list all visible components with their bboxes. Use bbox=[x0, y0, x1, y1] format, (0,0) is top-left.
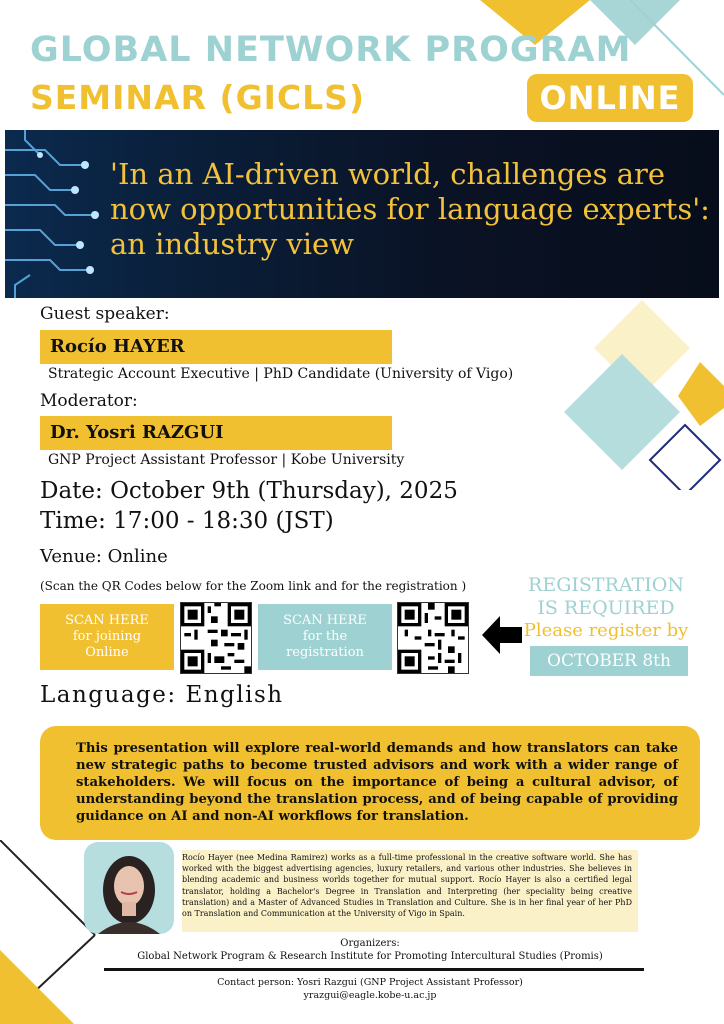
registration-qr-code[interactable] bbox=[397, 602, 469, 674]
contact-person: Contact person: Yosri Razgui (GNP Project Assistant Professor) bbox=[217, 977, 523, 988]
scan-join-line1: SCAN HERE bbox=[65, 613, 149, 628]
organizers-label: Organizers: bbox=[340, 938, 400, 949]
event-time: Time: 17:00 - 18:30 (JST) bbox=[40, 508, 334, 534]
seminar-title: SEMINAR (GICLS) bbox=[30, 78, 366, 117]
guest-speaker-affiliation: Strategic Account Executive | PhD Candidate (University of Vigo) bbox=[48, 366, 514, 382]
register-by-label: Please register by bbox=[523, 620, 689, 641]
join-qr-code[interactable] bbox=[180, 602, 252, 674]
speaker-portrait-icon bbox=[84, 842, 174, 934]
circuit-graphic bbox=[5, 130, 115, 298]
organizers-names: Global Network Program & Research Institute for Promoting Intercultural Studies (Promis) bbox=[137, 951, 603, 962]
guest-speaker-name: Rocío HAYER bbox=[40, 330, 392, 364]
program-title: GLOBAL NETWORK PROGRAM bbox=[30, 30, 632, 70]
seminar-topic: 'In an AI-driven world, challenges are now opportunities for language experts': an industry view bbox=[110, 157, 710, 261]
language-info: Language: English bbox=[40, 682, 284, 708]
speaker-photo bbox=[84, 842, 174, 934]
moderator-name: Dr. Yosri RAZGUI bbox=[40, 416, 392, 450]
scan-registration-label bbox=[258, 604, 392, 670]
scan-reg-line1: SCAN HERE bbox=[283, 613, 367, 628]
scan-reg-line3: registration bbox=[286, 645, 364, 660]
registration-deadline: OCTOBER 8th bbox=[530, 646, 688, 676]
contact-email[interactable]: yrazgui@eagle.kobe-u.ac.jp bbox=[303, 990, 437, 1001]
arrow-left-icon bbox=[482, 616, 522, 654]
seminar-description: This presentation will explore real-world demands and how translators can take new strategic paths to become trusted advisors and work with a wider range of stakeholders. We will focus on the importance of being a cultural advisor, of understanding beyond the translation process, and of being capable of providing guidance on AI and non-AI workflows for translation. bbox=[40, 726, 700, 840]
footer-divider bbox=[104, 968, 644, 971]
scan-join-line2: for joining bbox=[72, 629, 142, 644]
scan-join-label bbox=[40, 604, 174, 670]
event-date: Date: October 9th (Thursday), 2025 bbox=[40, 478, 458, 504]
moderator-label: Moderator: bbox=[40, 391, 138, 411]
speaker-bio: Rocío Hayer (nee Medina Ramirez) works as a full-time professional in the creative software world. She has worked with the biggest advertising agencies, luxury retailers, and various other industries. She believes in blending academic and business worlds together for mutual support. Rocío Hayer is also a certified legal translator, holding a Bachelor's Degree in Translation and Interpreting (her speciality being creative translation) and a Master of Advanced Studies in Translation and Culture. She is in her final year of her PhD on Translation and Communication at the University of Vigo in Spain. bbox=[182, 850, 638, 932]
moderator-affiliation: GNP Project Assistant Professor | Kobe University bbox=[48, 452, 405, 468]
event-venue: Venue: Online bbox=[40, 546, 168, 567]
registration-required-line1: REGISTRATION bbox=[528, 574, 684, 596]
registration-required-line2: IS REQUIRED bbox=[537, 597, 675, 619]
qr-instructions: (Scan the QR Codes below for the Zoom link and for the registration ) bbox=[40, 579, 467, 593]
scan-reg-line2: for the bbox=[302, 629, 348, 644]
guest-speaker-label: Guest speaker: bbox=[40, 304, 170, 324]
right-diamond-decoration bbox=[560, 300, 724, 490]
scan-join-line3: Online bbox=[85, 645, 129, 660]
online-badge: ONLINE bbox=[527, 74, 693, 122]
